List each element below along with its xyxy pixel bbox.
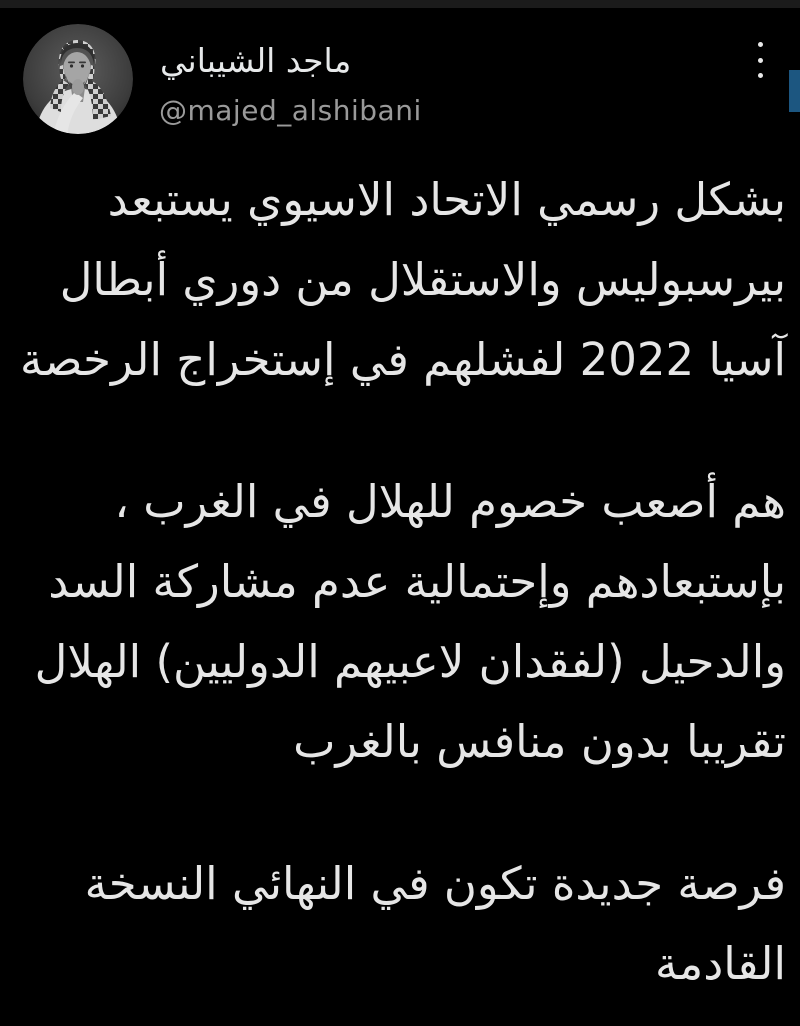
scrollbar-thumb[interactable]	[789, 70, 800, 112]
display-name[interactable]: ماجد الشيباني	[160, 41, 352, 80]
tweet-line: بيرسبوليس والاستقلال من دوري أبطال	[59, 253, 786, 306]
tweet-line: تقريبا بدون منافس بالغرب	[293, 715, 786, 768]
more-options-icon[interactable]	[751, 42, 769, 78]
user-handle[interactable]: @majed_alshibani	[159, 94, 422, 127]
tweet-line: والدحيل (لفقدان لاعبيهم الدوليين) الهلال	[34, 635, 786, 688]
tweet-line: هم أصعب خصوم للهلال في الغرب ،	[114, 475, 786, 528]
tweet-line: فرصة جديدة تكون في النهائي النسخة	[84, 857, 786, 910]
tweet-paragraph	[10, 462, 786, 782]
tweet-line: بإستبعادهم وإحتمالية عدم مشاركة السد	[48, 555, 786, 608]
kebab-dot	[758, 42, 763, 47]
avatar-photo	[23, 24, 133, 134]
tweet-paragraph	[10, 160, 786, 400]
avatar[interactable]	[23, 24, 133, 134]
tweet-text	[0, 160, 800, 1004]
kebab-dot	[758, 73, 763, 78]
window-top-edge	[0, 0, 800, 8]
tweet-line: بشكل رسمي الاتحاد الاسيوي يستبعد	[107, 173, 786, 226]
tweet-paragraph	[10, 844, 786, 1004]
kebab-dot	[758, 58, 763, 63]
tweet-line: آسيا 2022 لفشلهم في إستخراج الرخصة	[19, 333, 786, 386]
tweet-line: القادمة	[655, 937, 786, 990]
